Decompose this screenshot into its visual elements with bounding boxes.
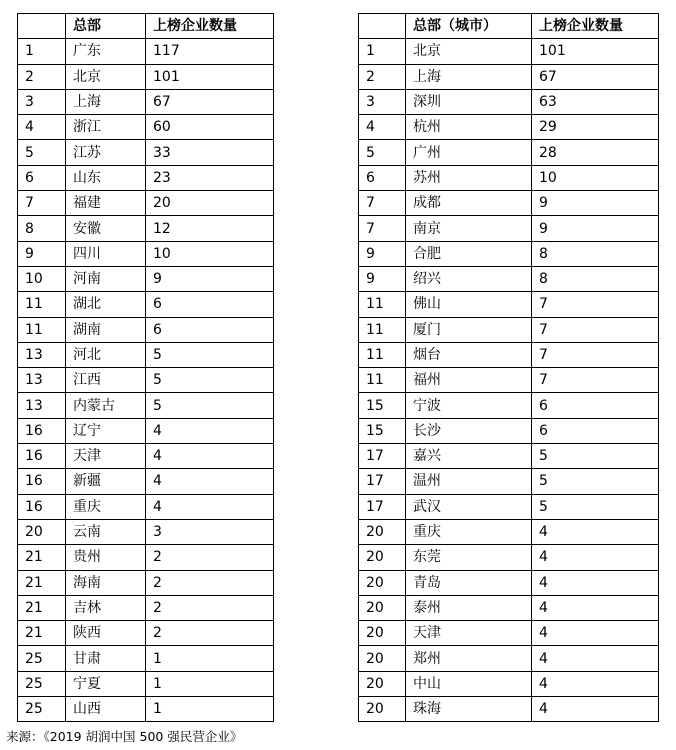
table-header-row bbox=[18, 14, 274, 39]
headquarters-cell: 重庆 bbox=[66, 494, 146, 519]
headquarters-cell: 上海 bbox=[66, 89, 146, 114]
rank-cell: 9 bbox=[359, 266, 406, 291]
company-count-cell: 4 bbox=[532, 697, 659, 722]
company-count-cell: 1 bbox=[146, 646, 274, 671]
rank-cell: 16 bbox=[18, 469, 66, 494]
rank-cell: 11 bbox=[359, 368, 406, 393]
table-row bbox=[359, 165, 659, 190]
headquarters-cell: 天津 bbox=[66, 444, 146, 469]
rank-cell: 21 bbox=[18, 545, 66, 570]
table-row bbox=[359, 494, 659, 519]
table-row bbox=[359, 671, 659, 696]
table-row bbox=[18, 545, 274, 570]
company-count-cell: 6 bbox=[146, 292, 274, 317]
header-headquarters-city: 总部（城市） bbox=[406, 14, 532, 39]
table-row bbox=[359, 317, 659, 342]
headquarters-cell: 嘉兴 bbox=[406, 444, 532, 469]
company-count-cell: 6 bbox=[532, 418, 659, 443]
headquarters-cell: 北京 bbox=[406, 39, 532, 64]
company-count-cell: 67 bbox=[532, 64, 659, 89]
company-count-cell: 101 bbox=[146, 64, 274, 89]
company-count-cell: 5 bbox=[146, 393, 274, 418]
company-count-cell: 4 bbox=[146, 494, 274, 519]
header-company-count: 上榜企业数量 bbox=[532, 14, 659, 39]
headquarters-cell: 上海 bbox=[406, 64, 532, 89]
rank-cell: 20 bbox=[359, 570, 406, 595]
table-row bbox=[359, 545, 659, 570]
rank-cell: 9 bbox=[18, 241, 66, 266]
rank-cell: 3 bbox=[18, 89, 66, 114]
rank-cell: 7 bbox=[359, 216, 406, 241]
headquarters-cell: 吉林 bbox=[66, 595, 146, 620]
company-count-cell: 8 bbox=[532, 241, 659, 266]
source-note: 来源：《2019 胡润中国 500 强民营企业》 bbox=[6, 729, 243, 744]
company-count-cell: 67 bbox=[146, 89, 274, 114]
rank-cell: 5 bbox=[18, 140, 66, 165]
headquarters-cell: 山东 bbox=[66, 165, 146, 190]
table-row bbox=[359, 292, 659, 317]
company-count-cell: 2 bbox=[146, 570, 274, 595]
rank-cell: 17 bbox=[359, 494, 406, 519]
rank-cell: 16 bbox=[18, 418, 66, 443]
table-row bbox=[18, 216, 274, 241]
headquarters-cell: 珠海 bbox=[406, 697, 532, 722]
headquarters-cell: 合肥 bbox=[406, 241, 532, 266]
table-row bbox=[18, 64, 274, 89]
headquarters-cell: 湖南 bbox=[66, 317, 146, 342]
table-row bbox=[18, 646, 274, 671]
company-count-cell: 63 bbox=[532, 89, 659, 114]
company-count-cell: 4 bbox=[532, 519, 659, 544]
company-count-cell: 12 bbox=[146, 216, 274, 241]
headquarters-cell: 海南 bbox=[66, 570, 146, 595]
table-row bbox=[18, 317, 274, 342]
rank-cell: 4 bbox=[18, 115, 66, 140]
rank-cell: 1 bbox=[18, 39, 66, 64]
rank-cell: 20 bbox=[359, 519, 406, 544]
headquarters-cell: 云南 bbox=[66, 519, 146, 544]
table-row bbox=[359, 570, 659, 595]
company-count-cell: 4 bbox=[532, 646, 659, 671]
table-row bbox=[359, 519, 659, 544]
table-row bbox=[18, 393, 274, 418]
table-row bbox=[18, 191, 274, 216]
table-row bbox=[18, 342, 274, 367]
table-row bbox=[359, 216, 659, 241]
table-row bbox=[359, 140, 659, 165]
company-count-cell: 6 bbox=[146, 317, 274, 342]
company-count-cell: 8 bbox=[532, 266, 659, 291]
table-row bbox=[18, 418, 274, 443]
company-count-cell: 9 bbox=[146, 266, 274, 291]
headquarters-cell: 成都 bbox=[406, 191, 532, 216]
headquarters-cell: 河南 bbox=[66, 266, 146, 291]
company-count-cell: 7 bbox=[532, 368, 659, 393]
table-row bbox=[359, 595, 659, 620]
rank-cell: 4 bbox=[359, 115, 406, 140]
rank-cell: 13 bbox=[18, 342, 66, 367]
rank-cell: 11 bbox=[359, 317, 406, 342]
rank-cell: 11 bbox=[18, 292, 66, 317]
headquarters-cell: 青岛 bbox=[406, 570, 532, 595]
rank-cell: 3 bbox=[359, 89, 406, 114]
rank-cell: 2 bbox=[359, 64, 406, 89]
company-count-cell: 4 bbox=[532, 545, 659, 570]
company-count-cell: 23 bbox=[146, 165, 274, 190]
headquarters-cell: 中山 bbox=[406, 671, 532, 696]
table-row bbox=[18, 115, 274, 140]
company-count-cell: 4 bbox=[532, 671, 659, 696]
company-count-cell: 101 bbox=[532, 39, 659, 64]
table-row bbox=[359, 115, 659, 140]
company-count-cell: 29 bbox=[532, 115, 659, 140]
rank-cell: 6 bbox=[359, 165, 406, 190]
headquarters-cell: 福州 bbox=[406, 368, 532, 393]
headquarters-cell: 苏州 bbox=[406, 165, 532, 190]
rank-cell: 11 bbox=[359, 342, 406, 367]
headquarters-cell: 烟台 bbox=[406, 342, 532, 367]
company-count-cell: 4 bbox=[532, 621, 659, 646]
table-row bbox=[359, 191, 659, 216]
headquarters-cell: 杭州 bbox=[406, 115, 532, 140]
headquarters-cell: 江西 bbox=[66, 368, 146, 393]
company-count-cell: 5 bbox=[532, 469, 659, 494]
header-headquarters: 总部 bbox=[66, 14, 146, 39]
headquarters-cell: 内蒙古 bbox=[66, 393, 146, 418]
headquarters-cell: 东莞 bbox=[406, 545, 532, 570]
company-count-cell: 5 bbox=[532, 494, 659, 519]
rank-cell: 1 bbox=[359, 39, 406, 64]
headquarters-cell: 温州 bbox=[406, 469, 532, 494]
headquarters-cell: 重庆 bbox=[406, 519, 532, 544]
company-count-cell: 7 bbox=[532, 342, 659, 367]
province-ranking-table bbox=[17, 13, 274, 722]
headquarters-cell: 山西 bbox=[66, 697, 146, 722]
headquarters-cell: 宁夏 bbox=[66, 671, 146, 696]
rank-cell: 13 bbox=[18, 368, 66, 393]
headquarters-cell: 湖北 bbox=[66, 292, 146, 317]
headquarters-cell: 四川 bbox=[66, 241, 146, 266]
table-row bbox=[359, 444, 659, 469]
company-count-cell: 4 bbox=[146, 418, 274, 443]
headquarters-cell: 河北 bbox=[66, 342, 146, 367]
header-rank bbox=[359, 14, 406, 39]
rank-cell: 17 bbox=[359, 444, 406, 469]
headquarters-cell: 佛山 bbox=[406, 292, 532, 317]
rank-cell: 11 bbox=[359, 292, 406, 317]
rank-cell: 21 bbox=[18, 621, 66, 646]
headquarters-cell: 天津 bbox=[406, 621, 532, 646]
company-count-cell: 2 bbox=[146, 595, 274, 620]
headquarters-cell: 绍兴 bbox=[406, 266, 532, 291]
company-count-cell: 10 bbox=[532, 165, 659, 190]
headquarters-cell: 武汉 bbox=[406, 494, 532, 519]
table-row bbox=[359, 368, 659, 393]
rank-cell: 2 bbox=[18, 64, 66, 89]
rank-cell: 5 bbox=[359, 140, 406, 165]
table-row bbox=[359, 418, 659, 443]
rank-cell: 21 bbox=[18, 595, 66, 620]
headquarters-cell: 北京 bbox=[66, 64, 146, 89]
rank-cell: 25 bbox=[18, 671, 66, 696]
headquarters-cell: 江苏 bbox=[66, 140, 146, 165]
table-row bbox=[359, 646, 659, 671]
headquarters-cell: 长沙 bbox=[406, 418, 532, 443]
company-count-cell: 60 bbox=[146, 115, 274, 140]
table-row bbox=[359, 266, 659, 291]
table-row bbox=[359, 64, 659, 89]
headquarters-cell: 郑州 bbox=[406, 646, 532, 671]
table-row bbox=[359, 393, 659, 418]
company-count-cell: 9 bbox=[532, 191, 659, 216]
company-count-cell: 4 bbox=[146, 444, 274, 469]
rank-cell: 15 bbox=[359, 393, 406, 418]
rank-cell: 16 bbox=[18, 494, 66, 519]
city-ranking-table bbox=[358, 13, 659, 722]
company-count-cell: 5 bbox=[146, 368, 274, 393]
company-count-cell: 5 bbox=[532, 444, 659, 469]
company-count-cell: 10 bbox=[146, 241, 274, 266]
company-count-cell: 7 bbox=[532, 292, 659, 317]
header-company-count: 上榜企业数量 bbox=[146, 14, 274, 39]
company-count-cell: 4 bbox=[532, 570, 659, 595]
headquarters-cell: 宁波 bbox=[406, 393, 532, 418]
table-row bbox=[18, 671, 274, 696]
headquarters-cell: 贵州 bbox=[66, 545, 146, 570]
table-row bbox=[359, 697, 659, 722]
company-count-cell: 5 bbox=[146, 342, 274, 367]
rank-cell: 15 bbox=[359, 418, 406, 443]
rank-cell: 16 bbox=[18, 444, 66, 469]
headquarters-cell: 泰州 bbox=[406, 595, 532, 620]
company-count-cell: 1 bbox=[146, 697, 274, 722]
rank-cell: 10 bbox=[18, 266, 66, 291]
rank-cell: 20 bbox=[359, 595, 406, 620]
rank-cell: 13 bbox=[18, 393, 66, 418]
rank-cell: 21 bbox=[18, 570, 66, 595]
rank-cell: 11 bbox=[18, 317, 66, 342]
headquarters-cell: 辽宁 bbox=[66, 418, 146, 443]
rank-cell: 6 bbox=[18, 165, 66, 190]
rank-cell: 9 bbox=[359, 241, 406, 266]
company-count-cell: 2 bbox=[146, 545, 274, 570]
table-row bbox=[359, 621, 659, 646]
table-row bbox=[18, 494, 274, 519]
rank-cell: 20 bbox=[359, 545, 406, 570]
rank-cell: 17 bbox=[359, 469, 406, 494]
headquarters-cell: 厦门 bbox=[406, 317, 532, 342]
company-count-cell: 4 bbox=[532, 595, 659, 620]
table-row bbox=[18, 697, 274, 722]
company-count-cell: 3 bbox=[146, 519, 274, 544]
header-rank bbox=[18, 14, 66, 39]
table-row bbox=[18, 444, 274, 469]
rank-cell: 8 bbox=[18, 216, 66, 241]
table-row bbox=[18, 292, 274, 317]
rank-cell: 25 bbox=[18, 646, 66, 671]
headquarters-cell: 新疆 bbox=[66, 469, 146, 494]
table-row bbox=[18, 39, 274, 64]
table-row bbox=[18, 89, 274, 114]
headquarters-cell: 安徽 bbox=[66, 216, 146, 241]
headquarters-cell: 福建 bbox=[66, 191, 146, 216]
headquarters-cell: 广州 bbox=[406, 140, 532, 165]
headquarters-cell: 广东 bbox=[66, 39, 146, 64]
headquarters-cell: 陕西 bbox=[66, 621, 146, 646]
company-count-cell: 28 bbox=[532, 140, 659, 165]
table-header-row bbox=[359, 14, 659, 39]
table-row bbox=[359, 342, 659, 367]
table-row bbox=[18, 570, 274, 595]
rank-cell: 20 bbox=[359, 671, 406, 696]
rank-cell: 20 bbox=[359, 697, 406, 722]
table-row bbox=[18, 469, 274, 494]
rank-cell: 25 bbox=[18, 697, 66, 722]
rank-cell: 20 bbox=[18, 519, 66, 544]
company-count-cell: 7 bbox=[532, 317, 659, 342]
company-count-cell: 2 bbox=[146, 621, 274, 646]
table-row bbox=[359, 39, 659, 64]
rank-cell: 20 bbox=[359, 646, 406, 671]
rank-cell: 20 bbox=[359, 621, 406, 646]
headquarters-cell: 深圳 bbox=[406, 89, 532, 114]
table-row bbox=[18, 266, 274, 291]
table-row bbox=[359, 241, 659, 266]
table-row bbox=[18, 368, 274, 393]
company-count-cell: 20 bbox=[146, 191, 274, 216]
table-row bbox=[18, 595, 274, 620]
table-row bbox=[359, 89, 659, 114]
table-row bbox=[18, 621, 274, 646]
company-count-cell: 1 bbox=[146, 671, 274, 696]
headquarters-cell: 浙江 bbox=[66, 115, 146, 140]
company-count-cell: 117 bbox=[146, 39, 274, 64]
table-row bbox=[18, 140, 274, 165]
company-count-cell: 9 bbox=[532, 216, 659, 241]
rank-cell: 7 bbox=[18, 191, 66, 216]
table-row bbox=[18, 519, 274, 544]
rank-cell: 7 bbox=[359, 191, 406, 216]
table-row bbox=[18, 165, 274, 190]
headquarters-cell: 南京 bbox=[406, 216, 532, 241]
company-count-cell: 4 bbox=[146, 469, 274, 494]
table-row bbox=[18, 241, 274, 266]
company-count-cell: 33 bbox=[146, 140, 274, 165]
company-count-cell: 6 bbox=[532, 393, 659, 418]
table-row bbox=[359, 469, 659, 494]
headquarters-cell: 甘肃 bbox=[66, 646, 146, 671]
